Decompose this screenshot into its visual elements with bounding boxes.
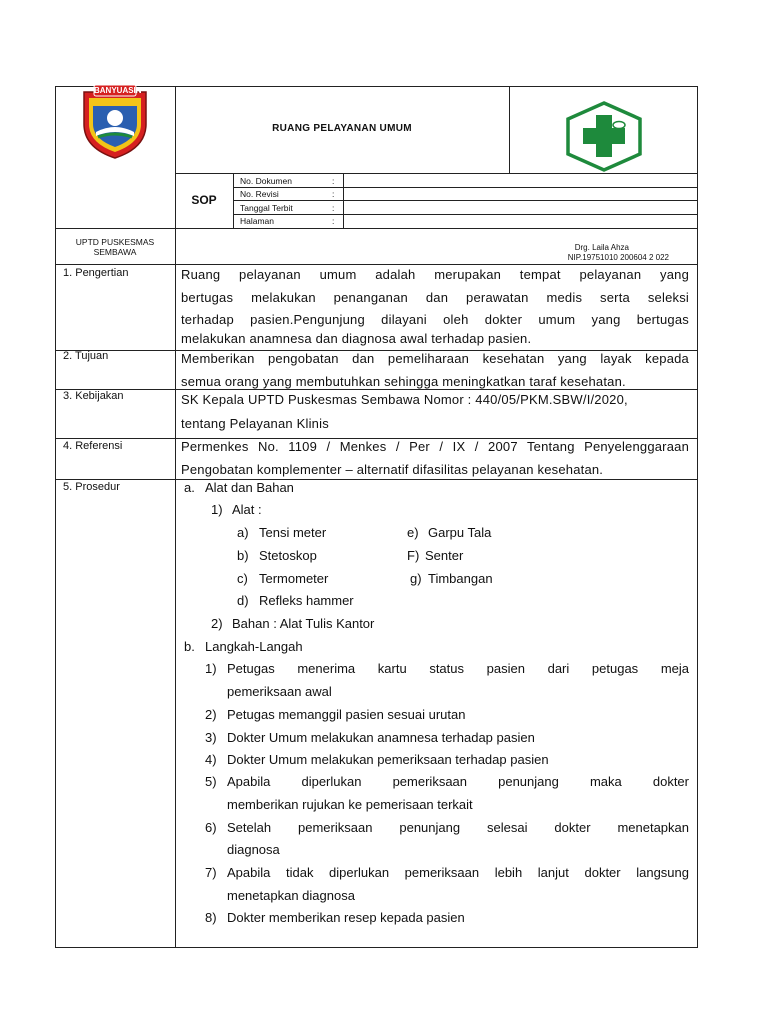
org-line-1: UPTD PUSKESMAS [75, 237, 155, 247]
document-title: RUANG PELAYANAN UMUM [272, 123, 412, 134]
org-name [55, 237, 175, 257]
text-line: Pengobatan komplementer – alternatif difasilitas pelayanan kesehatan. [181, 461, 604, 477]
alat-item: Timbangan [428, 571, 493, 586]
doc-field-label: Halaman [240, 216, 275, 226]
prosedur-b-title: Langkah-Langah [205, 639, 303, 654]
step-text: Apabila diperlukan pemeriksaan penunjang maka dokter [227, 774, 689, 789]
text-line: Permenkes No. 1109 / Menkes / Per / IX / 2007 Tentang Penyelenggaraan [181, 439, 689, 454]
step-text: Petugas memanggil pasien sesuai urutan [227, 707, 466, 722]
step-marker: 5) [205, 774, 217, 789]
alat-item-marker: b) [237, 548, 249, 563]
sop-label: SOP [191, 193, 217, 207]
text-line: melakukan anamnesa dan diagnosa awal terhadap pasien. [181, 330, 532, 346]
text-line: bertugas melakukan penanganan dan perawatan medis serta seleksi [181, 289, 689, 305]
step-text: Petugas menerima kartu status pasien dari petugas meja [227, 661, 689, 676]
signer-name: Drg. Laila Ahza [574, 243, 629, 252]
step-text: Dokter Umum melakukan anamnesa terhadap pasien [227, 730, 535, 745]
step-marker: 3) [205, 730, 217, 745]
prosedur-b-marker: b. [184, 639, 195, 654]
tujuan-text [181, 348, 689, 393]
bahan-text: Bahan : Alat Tulis Kantor [232, 616, 375, 631]
step-marker: 7) [205, 865, 217, 880]
banyuasin-logo [78, 82, 152, 162]
alat-item-marker: c) [237, 571, 248, 586]
puskesmas-logo-icon [565, 100, 643, 172]
prosedur-a-title: Alat dan Bahan [205, 480, 294, 495]
alat-item: Garpu Tala [428, 525, 492, 540]
step-marker: 4) [205, 752, 217, 767]
alat-item-marker: d) [237, 593, 249, 608]
step-marker: 6) [205, 820, 217, 835]
alat-title: Alat : [232, 502, 262, 517]
pengertian-text [181, 264, 689, 346]
kebijakan-text [181, 388, 689, 436]
alat-marker: 1) [211, 502, 223, 517]
text-line: SK Kepala UPTD Puskesmas Sembawa Nomor : 440/05/PKM.SBW/I/2020, [181, 392, 628, 407]
doc-field-sep: : [332, 216, 335, 226]
text-line: terhadap pasien.Pengunjung dilayani oleh dokter umum yang bertugas [181, 312, 689, 327]
text-line: semua orang yang membutuhkan sehingga meningkatkan taraf kesehatan. [181, 373, 626, 389]
doc-field-label: No. Revisi [240, 189, 279, 199]
section-label-referensi: 4. Referensi [63, 440, 123, 452]
text-line: tentang Pelayanan Klinis [181, 416, 329, 431]
alat-item-marker: e) [407, 525, 419, 540]
alat-item: Tensi meter [259, 525, 327, 540]
step-text-cont: pemeriksaan awal [227, 684, 332, 699]
alat-item: Senter [425, 548, 464, 563]
prosedur-a-marker: a. [184, 480, 195, 495]
doc-field-label: No. Dokumen [240, 176, 292, 186]
doc-field-label: Tanggal Terbit [240, 203, 293, 213]
alat-item-marker: g) [410, 571, 422, 586]
section-label-pengertian: 1. Pengertian [63, 267, 129, 279]
doc-field-sep: : [332, 176, 335, 186]
section-label-prosedur: 5. Prosedur [63, 481, 120, 493]
alat-item: Refleks hammer [259, 593, 354, 608]
step-marker: 1) [205, 661, 217, 676]
text-line: Ruang pelayanan umum adalah merupakan tempat pelayanan yang [181, 267, 689, 282]
step-text: Dokter Umum melakukan pemeriksaan terhadap pasien [227, 752, 549, 767]
section-label-tujuan: 2. Tujuan [63, 350, 109, 362]
alat-item-marker: F) [407, 548, 420, 563]
section-label-kebijakan: 3. Kebijakan [63, 390, 124, 402]
logo-text: BANYUASIN [94, 86, 142, 95]
bahan-marker: 2) [211, 616, 223, 631]
step-text-cont: menetapkan diagnosa [227, 888, 355, 903]
step-marker: 8) [205, 910, 217, 925]
referensi-text [181, 436, 689, 481]
step-text: Setelah pemeriksaan penunjang selesai dokter menetapkan [227, 820, 689, 835]
org-line-2: SEMBAWA [93, 247, 137, 257]
step-text: Apabila tidak diperlukan pemeriksaan lebih lanjut dokter langsung [227, 865, 689, 880]
alat-item: Termometer [259, 571, 329, 586]
text-line: Memberikan pengobatan dan pemeliharaan kesehatan yang layak kepada [181, 351, 689, 366]
doc-field-sep: : [332, 203, 335, 213]
step-text-cont: memberikan rujukan ke pemerisaan terkait [227, 797, 473, 812]
step-marker: 2) [205, 707, 217, 722]
doc-field-sep: : [332, 189, 335, 199]
step-text: Dokter memberikan resep kepada pasien [227, 910, 465, 925]
step-text-cont: diagnosa [227, 842, 280, 857]
signer-nip: NIP.19751010 200604 2 022 [567, 253, 669, 262]
alat-item: Stetoskop [259, 548, 317, 563]
alat-item-marker: a) [237, 525, 249, 540]
